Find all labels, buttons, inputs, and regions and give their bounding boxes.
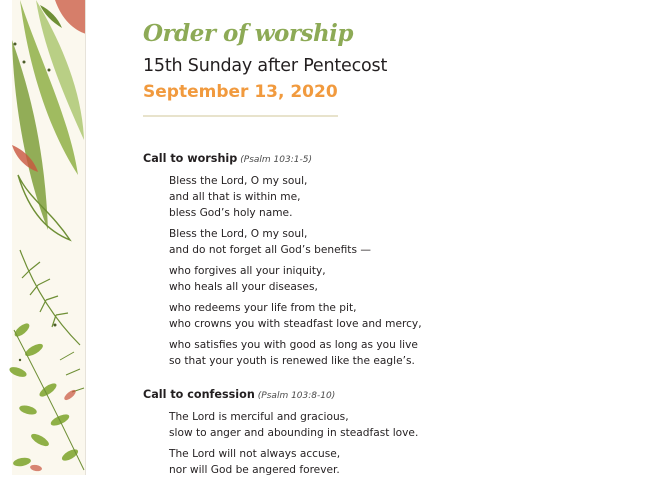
liturgy-line: nor will God be angered forever. — [169, 464, 340, 476]
liturgy-line: who forgives all your iniquity, — [169, 265, 326, 277]
liturgy-line: and all that is within me, — [169, 191, 301, 203]
liturgy-line: The Lord will not always accuse, — [169, 448, 341, 460]
stanza — [169, 300, 422, 332]
liturgy-line: who crowns you with steadfast love and mercy, — [169, 318, 422, 330]
botanical-sidebar — [0, 0, 86, 475]
liturgy-line: who heals all your diseases, — [169, 281, 318, 293]
liturgy-line: The Lord is merciful and gracious, — [169, 411, 349, 423]
stanza — [169, 446, 340, 478]
sidebar-divider — [85, 0, 86, 475]
liturgy-line: Bless the Lord, O my soul, — [169, 228, 308, 240]
stanza — [169, 337, 418, 369]
liturgy-line: bless God’s holy name. — [169, 207, 293, 219]
liturgy-line: who satisfies you with good as long as you live — [169, 339, 418, 351]
liturgy-line: slow to anger and abounding in steadfast love. — [169, 427, 419, 439]
liturgy-line: so that your youth is renewed like the eagle’s. — [169, 355, 415, 367]
header-divider — [143, 115, 338, 117]
section-heading-call-to-confession — [143, 388, 335, 403]
service-date: September 13, 2020 — [143, 82, 338, 102]
liturgy-line: who redeems your life from the pit, — [169, 302, 357, 314]
section-heading-call-to-worship — [143, 152, 312, 167]
scripture-reference: (Psalm 103:1-5) — [240, 155, 312, 165]
stanza — [169, 226, 371, 258]
stanza — [169, 263, 326, 295]
liturgy-line: and do not forget all God’s benefits — — [169, 244, 371, 256]
scripture-reference: (Psalm 103:8-10) — [257, 391, 336, 401]
service-subtitle: 15th Sunday after Pentecost — [143, 56, 388, 76]
section-title: Call to worship — [143, 152, 238, 165]
order-of-worship-title: Order of worship — [143, 20, 353, 47]
section-title: Call to confession — [143, 388, 255, 401]
botanical-leaves-icon — [0, 0, 86, 475]
liturgy-line: Bless the Lord, O my soul, — [169, 175, 308, 187]
stanza — [169, 173, 307, 221]
stanza — [169, 409, 418, 441]
